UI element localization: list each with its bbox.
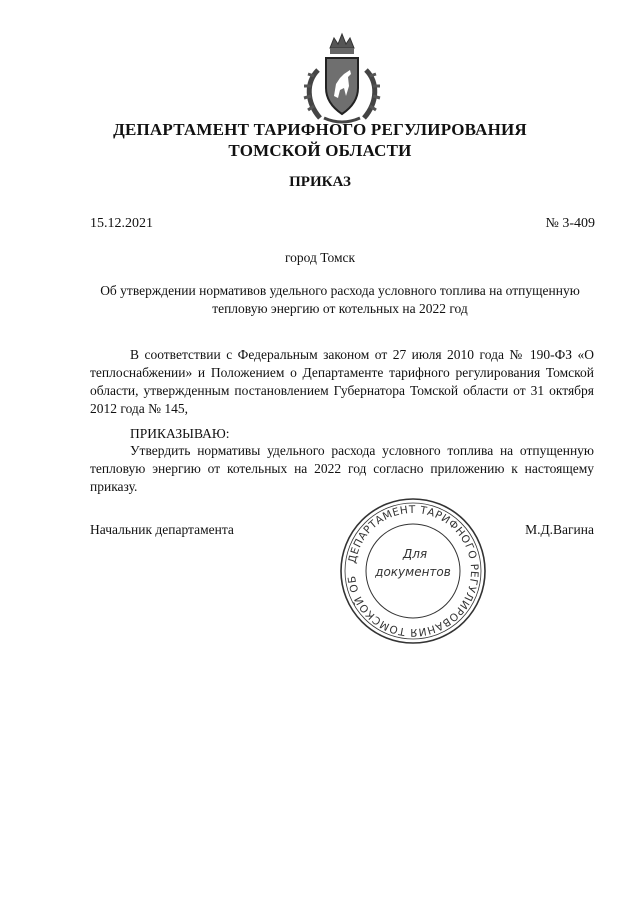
department-name-line2: ТОМСКОЙ ОБЛАСТИ bbox=[228, 141, 412, 160]
signatory-role: Начальник департамента bbox=[90, 522, 234, 537]
document-city: город Томск bbox=[284, 250, 356, 265]
order-word: ПРИКАЗЫВАЮ: bbox=[130, 426, 230, 441]
department-name-line1: ДЕПАРТАМЕНТ ТАРИФНОГО РЕГУЛИРОВАНИЯ bbox=[113, 120, 527, 139]
stamp-center-line1: Для bbox=[402, 547, 428, 561]
document-date: 15.12.2021 bbox=[90, 216, 153, 231]
document-number: № 3-409 bbox=[545, 216, 595, 231]
document-type-title: ПРИКАЗ bbox=[289, 174, 351, 190]
document-subject: Об утверждении нормативов удельного расхода условного топлива на отпущенную тепловую энергию от котельных на 2022 год bbox=[100, 283, 580, 316]
coat-of-arms-icon bbox=[296, 30, 388, 128]
stamp-ring-text: ДЕПАРТАМЕНТ ТАРИФНОГО РЕГУЛИРОВАНИЯ ТОМСКОЙ ОБ bbox=[346, 503, 481, 639]
official-stamp bbox=[338, 496, 488, 646]
stamp-center-line2: документов bbox=[375, 565, 451, 579]
preamble-paragraph: В соответствии с Федеральным законом от 27 июля 2010 года № 190-ФЗ «О теплоснабжении» и Положением о Департаменте тарифного регулирования Томской области, утвержденным постановлением Губернатора Томской области от 31 октября 2012 года № 145, bbox=[90, 347, 594, 416]
order-paragraph: Утвердить нормативы удельного расхода условного топлива на отпущенную тепловую энергию от котельных на 2022 год согласно приложению к настоящему приказу. bbox=[90, 443, 594, 494]
signatory-name: М.Д.Вагина bbox=[525, 522, 594, 537]
